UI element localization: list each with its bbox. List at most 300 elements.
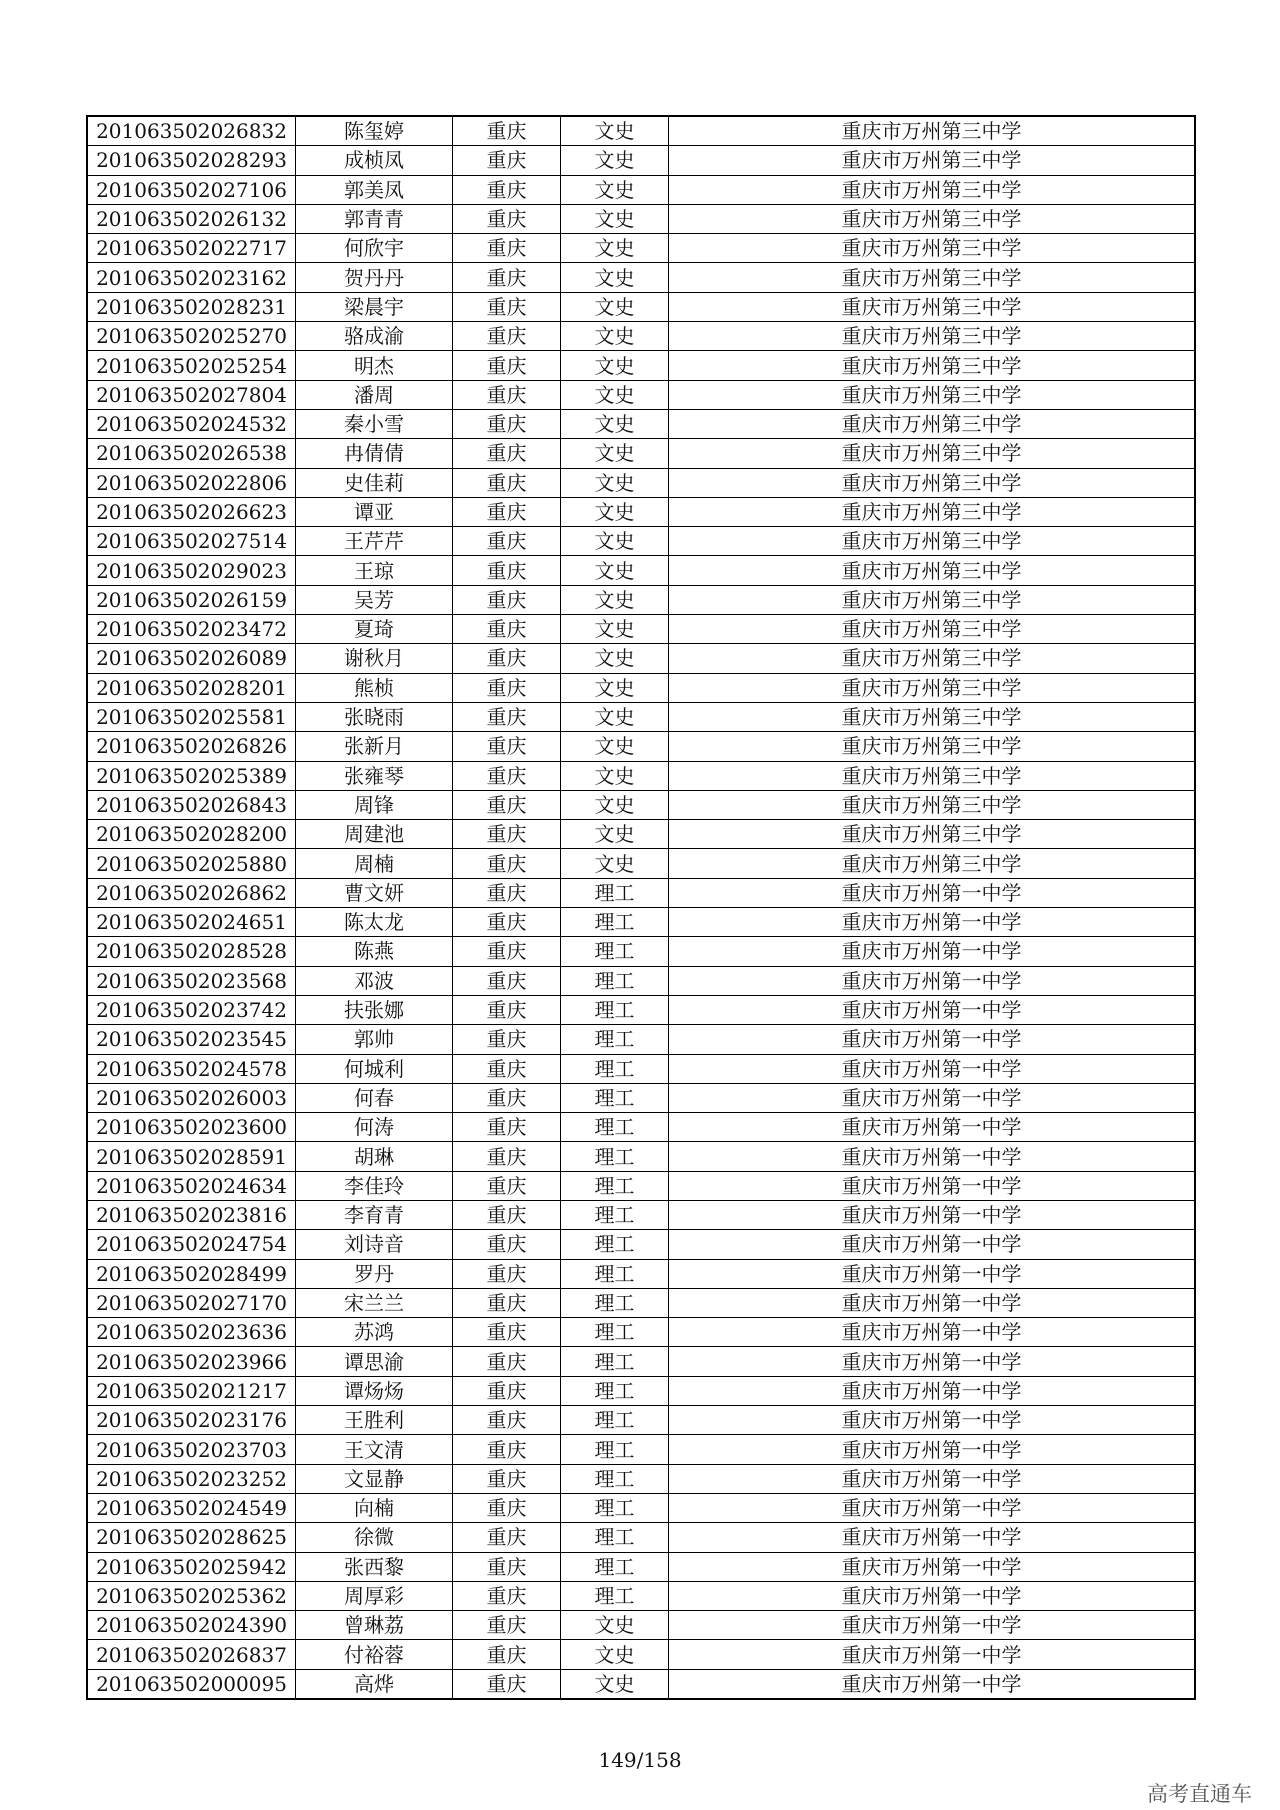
cell-region: 重庆 <box>453 409 561 438</box>
cell-school: 重庆市万州第一中学 <box>669 1142 1196 1171</box>
table-body <box>87 116 1195 1699</box>
cell-region: 重庆 <box>453 1552 561 1581</box>
cell-category: 文史 <box>561 702 669 731</box>
cell-school: 重庆市万州第一中学 <box>669 937 1196 966</box>
cell-school: 重庆市万州第一中学 <box>669 1113 1196 1142</box>
cell-category: 理工 <box>561 878 669 907</box>
cell-category: 理工 <box>561 966 669 995</box>
cell-candidate-id: 201063502026003 <box>87 1083 296 1112</box>
cell-region: 重庆 <box>453 1025 561 1054</box>
cell-region: 重庆 <box>453 937 561 966</box>
cell-category: 理工 <box>561 1493 669 1522</box>
cell-category: 文史 <box>561 527 669 556</box>
cell-category: 文史 <box>561 556 669 585</box>
table-row <box>87 146 1195 175</box>
cell-school: 重庆市万州第一中学 <box>669 1611 1196 1640</box>
cell-student-name: 秦小雪 <box>296 409 453 438</box>
cell-school: 重庆市万州第三中学 <box>669 468 1196 497</box>
table-row <box>87 790 1195 819</box>
table-row <box>87 761 1195 790</box>
cell-student-name: 谭炀炀 <box>296 1376 453 1405</box>
cell-school: 重庆市万州第一中学 <box>669 908 1196 937</box>
table-row <box>87 1406 1195 1435</box>
cell-student-name: 付裕蓉 <box>296 1640 453 1669</box>
cell-region: 重庆 <box>453 351 561 380</box>
cell-region: 重庆 <box>453 234 561 263</box>
cell-student-name: 张新月 <box>296 732 453 761</box>
cell-student-name: 郭帅 <box>296 1025 453 1054</box>
table-row <box>87 234 1195 263</box>
table-row <box>87 1259 1195 1288</box>
cell-candidate-id: 201063502026159 <box>87 585 296 614</box>
cell-student-name: 徐微 <box>296 1523 453 1552</box>
cell-category: 理工 <box>561 1406 669 1435</box>
cell-region: 重庆 <box>453 1347 561 1376</box>
cell-candidate-id: 201063502027514 <box>87 527 296 556</box>
cell-category: 文史 <box>561 409 669 438</box>
table-row <box>87 409 1195 438</box>
cell-school: 重庆市万州第三中学 <box>669 556 1196 585</box>
cell-school: 重庆市万州第三中学 <box>669 146 1196 175</box>
admission-list-table-wrapper <box>86 115 1196 1700</box>
cell-student-name: 夏琦 <box>296 615 453 644</box>
cell-region: 重庆 <box>453 292 561 321</box>
cell-school: 重庆市万州第三中学 <box>669 322 1196 351</box>
cell-candidate-id: 201063502028528 <box>87 937 296 966</box>
cell-candidate-id: 201063502026837 <box>87 1640 296 1669</box>
cell-student-name: 邓波 <box>296 966 453 995</box>
cell-category: 文史 <box>561 263 669 292</box>
cell-candidate-id: 201063502024754 <box>87 1230 296 1259</box>
cell-school: 重庆市万州第三中学 <box>669 527 1196 556</box>
cell-candidate-id: 201063502028201 <box>87 673 296 702</box>
cell-candidate-id: 201063502023162 <box>87 263 296 292</box>
cell-student-name: 陈燕 <box>296 937 453 966</box>
table-row <box>87 1435 1195 1464</box>
cell-category: 理工 <box>561 937 669 966</box>
cell-school: 重庆市万州第一中学 <box>669 1640 1196 1669</box>
cell-category: 理工 <box>561 1230 669 1259</box>
cell-candidate-id: 201063502028200 <box>87 820 296 849</box>
cell-category: 文史 <box>561 497 669 526</box>
cell-school: 重庆市万州第一中学 <box>669 1318 1196 1347</box>
cell-school: 重庆市万州第三中学 <box>669 820 1196 849</box>
cell-category: 文史 <box>561 322 669 351</box>
cell-category: 理工 <box>561 1171 669 1200</box>
cell-region: 重庆 <box>453 1523 561 1552</box>
table-row <box>87 116 1195 146</box>
cell-region: 重庆 <box>453 849 561 878</box>
table-row <box>87 1640 1195 1669</box>
cell-candidate-id: 201063502023636 <box>87 1318 296 1347</box>
cell-school: 重庆市万州第一中学 <box>669 966 1196 995</box>
cell-school: 重庆市万州第三中学 <box>669 409 1196 438</box>
table-row <box>87 292 1195 321</box>
cell-category: 理工 <box>561 1113 669 1142</box>
cell-region: 重庆 <box>453 585 561 614</box>
cell-region: 重庆 <box>453 1230 561 1259</box>
cell-candidate-id: 201063502027804 <box>87 380 296 409</box>
table-row <box>87 351 1195 380</box>
cell-school: 重庆市万州第一中学 <box>669 1581 1196 1610</box>
cell-candidate-id: 201063502024532 <box>87 409 296 438</box>
table-row <box>87 497 1195 526</box>
cell-category: 理工 <box>561 1464 669 1493</box>
cell-candidate-id: 201063502024390 <box>87 1611 296 1640</box>
cell-category: 文史 <box>561 820 669 849</box>
cell-student-name: 李育青 <box>296 1200 453 1229</box>
cell-student-name: 张雍琴 <box>296 761 453 790</box>
cell-student-name: 吴芳 <box>296 585 453 614</box>
cell-student-name: 谭亚 <box>296 497 453 526</box>
cell-category: 理工 <box>561 908 669 937</box>
cell-category: 理工 <box>561 1376 669 1405</box>
cell-school: 重庆市万州第一中学 <box>669 1552 1196 1581</box>
cell-candidate-id: 201063502027170 <box>87 1288 296 1317</box>
cell-student-name: 熊桢 <box>296 673 453 702</box>
cell-candidate-id: 201063502028625 <box>87 1523 296 1552</box>
cell-region: 重庆 <box>453 322 561 351</box>
cell-school: 重庆市万州第一中学 <box>669 995 1196 1024</box>
cell-candidate-id: 201063502027106 <box>87 175 296 204</box>
table-row <box>87 1552 1195 1581</box>
cell-candidate-id: 201063502028231 <box>87 292 296 321</box>
cell-candidate-id: 201063502023568 <box>87 966 296 995</box>
cell-school: 重庆市万州第一中学 <box>669 1288 1196 1317</box>
cell-region: 重庆 <box>453 995 561 1024</box>
cell-category: 理工 <box>561 1288 669 1317</box>
cell-student-name: 何春 <box>296 1083 453 1112</box>
cell-candidate-id: 201063502025362 <box>87 1581 296 1610</box>
table-row <box>87 1347 1195 1376</box>
cell-category: 文史 <box>561 175 669 204</box>
cell-region: 重庆 <box>453 1611 561 1640</box>
cell-region: 重庆 <box>453 1171 561 1200</box>
table-row <box>87 204 1195 233</box>
cell-category: 理工 <box>561 1581 669 1610</box>
cell-student-name: 曹文妍 <box>296 878 453 907</box>
cell-candidate-id: 201063502025880 <box>87 849 296 878</box>
cell-student-name: 骆成渝 <box>296 322 453 351</box>
cell-candidate-id: 201063502024549 <box>87 1493 296 1522</box>
cell-candidate-id: 201063502026132 <box>87 204 296 233</box>
cell-category: 理工 <box>561 1435 669 1464</box>
cell-region: 重庆 <box>453 1113 561 1142</box>
cell-candidate-id: 201063502024651 <box>87 908 296 937</box>
table-row <box>87 556 1195 585</box>
cell-school: 重庆市万州第三中学 <box>669 439 1196 468</box>
table-row <box>87 644 1195 673</box>
table-row <box>87 1230 1195 1259</box>
table-row <box>87 1464 1195 1493</box>
cell-student-name: 何城利 <box>296 1054 453 1083</box>
cell-category: 文史 <box>561 351 669 380</box>
cell-candidate-id: 201063502000095 <box>87 1669 296 1699</box>
table-row <box>87 878 1195 907</box>
cell-student-name: 周楠 <box>296 849 453 878</box>
cell-school: 重庆市万州第三中学 <box>669 292 1196 321</box>
cell-candidate-id: 201063502024578 <box>87 1054 296 1083</box>
cell-school: 重庆市万州第三中学 <box>669 615 1196 644</box>
cell-category: 文史 <box>561 439 669 468</box>
cell-student-name: 王文清 <box>296 1435 453 1464</box>
cell-region: 重庆 <box>453 732 561 761</box>
cell-candidate-id: 201063502026623 <box>87 497 296 526</box>
table-row <box>87 937 1195 966</box>
table-row <box>87 1054 1195 1083</box>
cell-school: 重庆市万州第三中学 <box>669 263 1196 292</box>
cell-candidate-id: 201063502023472 <box>87 615 296 644</box>
cell-category: 文史 <box>561 1640 669 1669</box>
cell-candidate-id: 201063502023600 <box>87 1113 296 1142</box>
cell-candidate-id: 201063502025270 <box>87 322 296 351</box>
cell-region: 重庆 <box>453 908 561 937</box>
table-row <box>87 1171 1195 1200</box>
cell-candidate-id: 201063502026843 <box>87 790 296 819</box>
cell-candidate-id: 201063502023816 <box>87 1200 296 1229</box>
table-row <box>87 1581 1195 1610</box>
table-row <box>87 1376 1195 1405</box>
cell-school: 重庆市万州第一中学 <box>669 1347 1196 1376</box>
cell-category: 理工 <box>561 1025 669 1054</box>
table-row <box>87 1611 1195 1640</box>
cell-student-name: 周锋 <box>296 790 453 819</box>
cell-category: 理工 <box>561 1318 669 1347</box>
cell-student-name: 史佳莉 <box>296 468 453 497</box>
cell-school: 重庆市万州第三中学 <box>669 380 1196 409</box>
table-row <box>87 1318 1195 1347</box>
table-row <box>87 1288 1195 1317</box>
cell-region: 重庆 <box>453 1376 561 1405</box>
cell-region: 重庆 <box>453 790 561 819</box>
cell-school: 重庆市万州第一中学 <box>669 1054 1196 1083</box>
cell-student-name: 王胜利 <box>296 1406 453 1435</box>
cell-category: 文史 <box>561 673 669 702</box>
cell-candidate-id: 201063502023252 <box>87 1464 296 1493</box>
table-row <box>87 527 1195 556</box>
cell-school: 重庆市万州第三中学 <box>669 351 1196 380</box>
cell-region: 重庆 <box>453 702 561 731</box>
cell-category: 文史 <box>561 849 669 878</box>
cell-school: 重庆市万州第一中学 <box>669 1376 1196 1405</box>
cell-region: 重庆 <box>453 1288 561 1317</box>
table-row <box>87 263 1195 292</box>
cell-region: 重庆 <box>453 1318 561 1347</box>
cell-student-name: 冉倩倩 <box>296 439 453 468</box>
watermark-text: 高考直通车 <box>1147 1782 1252 1806</box>
cell-candidate-id: 201063502026832 <box>87 116 296 146</box>
table-row <box>87 468 1195 497</box>
table-row <box>87 1200 1195 1229</box>
cell-student-name: 潘周 <box>296 380 453 409</box>
cell-school: 重庆市万州第一中学 <box>669 1523 1196 1552</box>
table-row <box>87 1142 1195 1171</box>
cell-candidate-id: 201063502023545 <box>87 1025 296 1054</box>
cell-school: 重庆市万州第三中学 <box>669 175 1196 204</box>
table-row <box>87 175 1195 204</box>
table-row <box>87 702 1195 731</box>
cell-student-name: 刘诗音 <box>296 1230 453 1259</box>
table-row <box>87 1523 1195 1552</box>
cell-category: 文史 <box>561 116 669 146</box>
cell-category: 文史 <box>561 644 669 673</box>
cell-school: 重庆市万州第三中学 <box>669 585 1196 614</box>
cell-student-name: 郭美凤 <box>296 175 453 204</box>
cell-student-name: 苏鸿 <box>296 1318 453 1347</box>
cell-candidate-id: 201063502025581 <box>87 702 296 731</box>
cell-school: 重庆市万州第一中学 <box>669 878 1196 907</box>
cell-student-name: 曾琳荔 <box>296 1611 453 1640</box>
cell-school: 重庆市万州第三中学 <box>669 497 1196 526</box>
cell-region: 重庆 <box>453 497 561 526</box>
cell-category: 文史 <box>561 380 669 409</box>
cell-student-name: 胡琳 <box>296 1142 453 1171</box>
cell-candidate-id: 201063502021217 <box>87 1376 296 1405</box>
cell-school: 重庆市万州第三中学 <box>669 644 1196 673</box>
cell-school: 重庆市万州第一中学 <box>669 1406 1196 1435</box>
cell-category: 文史 <box>561 585 669 614</box>
cell-region: 重庆 <box>453 116 561 146</box>
cell-school: 重庆市万州第一中学 <box>669 1230 1196 1259</box>
cell-region: 重庆 <box>453 1083 561 1112</box>
cell-student-name: 王芹芹 <box>296 527 453 556</box>
cell-category: 理工 <box>561 995 669 1024</box>
cell-school: 重庆市万州第一中学 <box>669 1025 1196 1054</box>
cell-student-name: 罗丹 <box>296 1259 453 1288</box>
cell-student-name: 陈玺婷 <box>296 116 453 146</box>
cell-candidate-id: 201063502026826 <box>87 732 296 761</box>
table-row <box>87 732 1195 761</box>
cell-student-name: 何涛 <box>296 1113 453 1142</box>
cell-school: 重庆市万州第三中学 <box>669 761 1196 790</box>
admission-list-table <box>86 115 1196 1700</box>
cell-region: 重庆 <box>453 673 561 702</box>
cell-region: 重庆 <box>453 175 561 204</box>
cell-candidate-id: 201063502026538 <box>87 439 296 468</box>
cell-student-name: 谭思渝 <box>296 1347 453 1376</box>
cell-student-name: 文显静 <box>296 1464 453 1493</box>
cell-region: 重庆 <box>453 1493 561 1522</box>
cell-category: 文史 <box>561 732 669 761</box>
cell-category: 文史 <box>561 1611 669 1640</box>
cell-region: 重庆 <box>453 556 561 585</box>
table-row <box>87 995 1195 1024</box>
cell-category: 理工 <box>561 1142 669 1171</box>
table-row <box>87 439 1195 468</box>
cell-student-name: 张晓雨 <box>296 702 453 731</box>
table-row <box>87 1493 1195 1522</box>
cell-school: 重庆市万州第一中学 <box>669 1464 1196 1493</box>
cell-category: 理工 <box>561 1552 669 1581</box>
cell-category: 文史 <box>561 146 669 175</box>
cell-school: 重庆市万州第一中学 <box>669 1200 1196 1229</box>
cell-candidate-id: 201063502023742 <box>87 995 296 1024</box>
cell-candidate-id: 201063502029023 <box>87 556 296 585</box>
cell-student-name: 梁晨宇 <box>296 292 453 321</box>
cell-candidate-id: 201063502026089 <box>87 644 296 673</box>
cell-region: 重庆 <box>453 1054 561 1083</box>
cell-region: 重庆 <box>453 1406 561 1435</box>
cell-region: 重庆 <box>453 1142 561 1171</box>
cell-region: 重庆 <box>453 644 561 673</box>
cell-candidate-id: 201063502025389 <box>87 761 296 790</box>
table-row <box>87 1025 1195 1054</box>
cell-region: 重庆 <box>453 966 561 995</box>
table-row <box>87 1083 1195 1112</box>
cell-school: 重庆市万州第三中学 <box>669 673 1196 702</box>
cell-category: 理工 <box>561 1347 669 1376</box>
cell-category: 文史 <box>561 468 669 497</box>
cell-school: 重庆市万州第一中学 <box>669 1493 1196 1522</box>
cell-candidate-id: 201063502028293 <box>87 146 296 175</box>
cell-category: 文史 <box>561 615 669 644</box>
cell-region: 重庆 <box>453 439 561 468</box>
cell-category: 文史 <box>561 790 669 819</box>
cell-school: 重庆市万州第三中学 <box>669 849 1196 878</box>
cell-region: 重庆 <box>453 878 561 907</box>
table-row <box>87 966 1195 995</box>
cell-student-name: 明杰 <box>296 351 453 380</box>
cell-student-name: 周厚彩 <box>296 1581 453 1610</box>
cell-school: 重庆市万州第一中学 <box>669 1259 1196 1288</box>
cell-category: 文史 <box>561 204 669 233</box>
cell-school: 重庆市万州第三中学 <box>669 790 1196 819</box>
cell-student-name: 宋兰兰 <box>296 1288 453 1317</box>
table-row <box>87 1113 1195 1142</box>
cell-region: 重庆 <box>453 615 561 644</box>
table-row <box>87 615 1195 644</box>
cell-student-name: 谢秋月 <box>296 644 453 673</box>
cell-category: 文史 <box>561 292 669 321</box>
cell-category: 理工 <box>561 1259 669 1288</box>
table-row <box>87 673 1195 702</box>
table-row <box>87 908 1195 937</box>
cell-region: 重庆 <box>453 527 561 556</box>
cell-student-name: 扶张娜 <box>296 995 453 1024</box>
cell-student-name: 何欣宇 <box>296 234 453 263</box>
cell-region: 重庆 <box>453 1259 561 1288</box>
cell-school: 重庆市万州第一中学 <box>669 1435 1196 1464</box>
cell-category: 理工 <box>561 1054 669 1083</box>
cell-candidate-id: 201063502026862 <box>87 878 296 907</box>
table-row <box>87 322 1195 351</box>
cell-school: 重庆市万州第一中学 <box>669 1171 1196 1200</box>
table-row <box>87 1669 1195 1699</box>
cell-school: 重庆市万州第一中学 <box>669 1083 1196 1112</box>
cell-student-name: 陈太龙 <box>296 908 453 937</box>
cell-category: 理工 <box>561 1083 669 1112</box>
cell-student-name: 郭青青 <box>296 204 453 233</box>
cell-region: 重庆 <box>453 820 561 849</box>
cell-region: 重庆 <box>453 204 561 233</box>
cell-candidate-id: 201063502022717 <box>87 234 296 263</box>
cell-region: 重庆 <box>453 468 561 497</box>
cell-student-name: 高烨 <box>296 1669 453 1699</box>
cell-category: 理工 <box>561 1200 669 1229</box>
cell-candidate-id: 201063502023176 <box>87 1406 296 1435</box>
table-row <box>87 380 1195 409</box>
cell-region: 重庆 <box>453 380 561 409</box>
cell-school: 重庆市万州第三中学 <box>669 234 1196 263</box>
cell-category: 文史 <box>561 761 669 790</box>
cell-school: 重庆市万州第一中学 <box>669 1669 1196 1699</box>
cell-school: 重庆市万州第三中学 <box>669 702 1196 731</box>
cell-student-name: 王琼 <box>296 556 453 585</box>
cell-candidate-id: 201063502023703 <box>87 1435 296 1464</box>
cell-student-name: 向楠 <box>296 1493 453 1522</box>
table-row <box>87 820 1195 849</box>
cell-student-name: 李佳玲 <box>296 1171 453 1200</box>
